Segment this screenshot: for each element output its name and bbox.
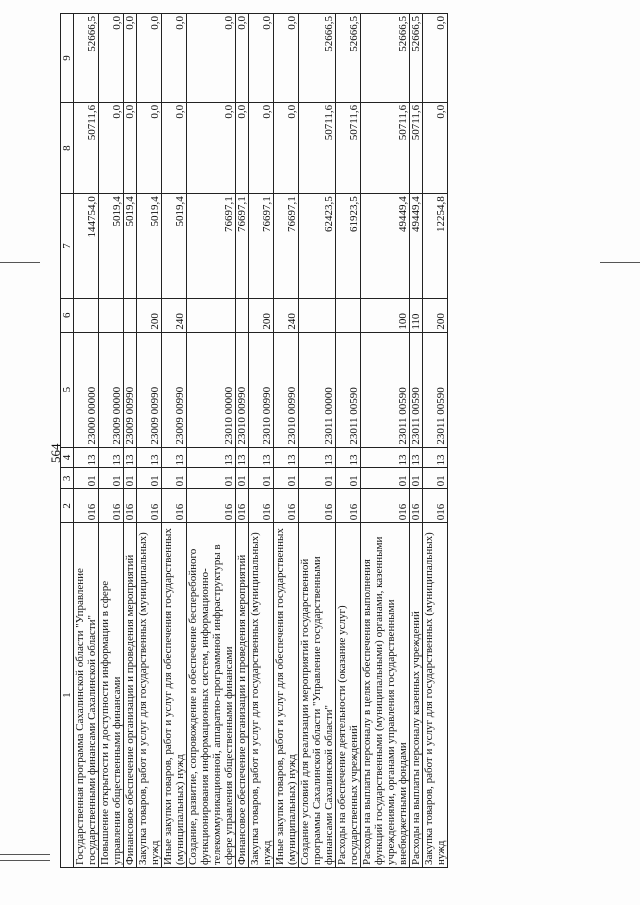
amount-year3-cell: 0,0 <box>274 14 299 103</box>
admin-code-cell: 016 <box>423 489 448 523</box>
amount-year3-cell: 52666,5 <box>410 14 423 103</box>
table-body <box>74 14 448 868</box>
table-row <box>274 14 299 868</box>
amount-year1-cell: 12254,8 <box>423 194 448 298</box>
subsection-cell: 13 <box>361 447 410 468</box>
subsection-cell: 13 <box>249 447 274 468</box>
subsection-cell: 13 <box>137 447 162 468</box>
subsection-cell: 13 <box>99 447 124 468</box>
section-cell: 01 <box>423 468 448 489</box>
scan-guide-line <box>0 262 40 263</box>
item-name-cell: Закупка товаров, работ и услуг для государственных (муниципальных) нужд <box>423 523 448 868</box>
amount-year3-cell: 0,0 <box>137 14 162 103</box>
amount-year3-cell: 52666,5 <box>74 14 99 103</box>
subsection-cell: 13 <box>423 447 448 468</box>
scan-guide-line <box>0 860 50 861</box>
table-row <box>137 14 162 868</box>
target-article-cell: 23011 00590 <box>336 332 361 447</box>
section-cell: 01 <box>187 468 236 489</box>
section-cell: 01 <box>274 468 299 489</box>
column-header: 6 <box>61 298 74 332</box>
table-row <box>361 14 410 868</box>
admin-code-cell: 016 <box>249 489 274 523</box>
amount-year1-cell: 5019,4 <box>162 194 187 298</box>
expense-type-cell <box>187 298 236 332</box>
amount-year2-cell: 0,0 <box>124 102 137 193</box>
expense-type-cell: 100 <box>361 298 410 332</box>
section-cell: 01 <box>74 468 99 489</box>
subsection-cell: 13 <box>187 447 236 468</box>
scan-guide-line <box>600 262 640 263</box>
section-cell: 01 <box>299 468 336 489</box>
target-article-cell: 23010 00990 <box>249 332 274 447</box>
amount-year3-cell: 0,0 <box>249 14 274 103</box>
expense-type-cell <box>74 298 99 332</box>
amount-year1-cell: 76697,1 <box>236 194 249 298</box>
item-name-cell: Иные закупки товаров, работ и услуг для обеспечения государственных (муниципальных) нужд <box>162 523 187 868</box>
section-cell: 01 <box>236 468 249 489</box>
amount-year3-cell: 52666,5 <box>336 14 361 103</box>
admin-code-cell: 016 <box>99 489 124 523</box>
column-header: 5 <box>61 332 74 447</box>
item-name-cell: Финансовое обеспечение организации и проведения мероприятий <box>236 523 249 868</box>
amount-year2-cell: 50711,6 <box>410 102 423 193</box>
admin-code-cell: 016 <box>336 489 361 523</box>
admin-code-cell: 016 <box>137 489 162 523</box>
subsection-cell: 13 <box>162 447 187 468</box>
amount-year2-cell: 0,0 <box>137 102 162 193</box>
target-article-cell: 23000 00000 <box>74 332 99 447</box>
subsection-cell: 13 <box>336 447 361 468</box>
expense-type-cell <box>124 298 137 332</box>
amount-year3-cell: 0,0 <box>162 14 187 103</box>
amount-year1-cell: 5019,4 <box>124 194 137 298</box>
expense-type-cell: 200 <box>249 298 274 332</box>
table-row <box>299 14 336 868</box>
column-header: 3 <box>61 468 74 489</box>
target-article-cell: 23010 00990 <box>236 332 249 447</box>
table-row <box>124 14 137 868</box>
amount-year3-cell: 0,0 <box>187 14 236 103</box>
admin-code-cell: 016 <box>236 489 249 523</box>
item-name-cell: Государственная программа Сахалинской области "Управление государственными финансами Сахалинской области" <box>74 523 99 868</box>
amount-year2-cell: 0,0 <box>423 102 448 193</box>
item-name-cell: Финансовое обеспечение организации и проведения мероприятий <box>124 523 137 868</box>
section-cell: 01 <box>137 468 162 489</box>
amount-year3-cell: 0,0 <box>423 14 448 103</box>
amount-year1-cell: 76697,1 <box>249 194 274 298</box>
subsection-cell: 13 <box>236 447 249 468</box>
section-cell: 01 <box>162 468 187 489</box>
item-name-cell: Создание условий для реализации мероприятий государственной программы Сахалинской области "Управление государственными финансами Сахалинской области" <box>299 523 336 868</box>
admin-code-cell: 016 <box>299 489 336 523</box>
column-header: 7 <box>61 194 74 298</box>
amount-year2-cell: 0,0 <box>99 102 124 193</box>
expense-type-cell: 200 <box>137 298 162 332</box>
column-header: 4 <box>61 447 74 468</box>
section-cell: 01 <box>249 468 274 489</box>
admin-code-cell: 016 <box>187 489 236 523</box>
amount-year1-cell: 144754,0 <box>74 194 99 298</box>
table-row <box>187 14 236 868</box>
table-row <box>423 14 448 868</box>
amount-year3-cell: 0,0 <box>99 14 124 103</box>
item-name-cell: Расходы на выплаты персоналу в целях обеспечения выполнения функций государственными (муниципальными) органами, казенными учреждениями, органами управления государственными внебюджетными фондами <box>361 523 410 868</box>
amount-year3-cell: 52666,5 <box>361 14 410 103</box>
amount-year1-cell: 5019,4 <box>137 194 162 298</box>
item-name-cell: Расходы на выплаты персоналу казенных учреждений <box>410 523 423 868</box>
amount-year1-cell: 49449,4 <box>410 194 423 298</box>
amount-year1-cell: 49449,4 <box>361 194 410 298</box>
admin-code-cell: 016 <box>361 489 410 523</box>
admin-code-cell: 016 <box>162 489 187 523</box>
expense-type-cell <box>336 298 361 332</box>
amount-year2-cell: 0,0 <box>162 102 187 193</box>
amount-year1-cell: 61923,5 <box>336 194 361 298</box>
section-cell: 01 <box>336 468 361 489</box>
subsection-cell: 13 <box>274 447 299 468</box>
budget-table <box>60 13 448 868</box>
amount-year2-cell: 50711,6 <box>299 102 336 193</box>
subsection-cell: 13 <box>124 447 137 468</box>
target-article-cell: 23011 00590 <box>410 332 423 447</box>
target-article-cell: 23009 00990 <box>137 332 162 447</box>
expense-type-cell: 240 <box>162 298 187 332</box>
target-article-cell: 23011 00000 <box>299 332 336 447</box>
expense-type-cell: 200 <box>423 298 448 332</box>
item-name-cell: Создание, развитие, сопровождение и обеспечение бесперебойного функционирования информационных систем, информационно-телекоммуникационной, аппаратно-программной инфраструктуры в сфере управления общественными финансами <box>187 523 236 868</box>
page-number: 564 <box>48 443 63 463</box>
target-article-cell: 23009 00000 <box>99 332 124 447</box>
target-article-cell: 23011 00590 <box>423 332 448 447</box>
admin-code-cell: 016 <box>74 489 99 523</box>
admin-code-cell: 016 <box>124 489 137 523</box>
amount-year3-cell: 0,0 <box>124 14 137 103</box>
table-row <box>249 14 274 868</box>
expense-type-cell <box>99 298 124 332</box>
table-row <box>74 14 99 868</box>
target-article-cell: 23009 00990 <box>162 332 187 447</box>
table-row <box>162 14 187 868</box>
subsection-cell: 13 <box>74 447 99 468</box>
item-name-cell: Иные закупки товаров, работ и услуг для обеспечения государственных (муниципальных) нужд <box>274 523 299 868</box>
column-number-header <box>61 14 74 868</box>
admin-code-cell: 016 <box>410 489 423 523</box>
amount-year2-cell: 50711,6 <box>74 102 99 193</box>
amount-year1-cell: 76697,1 <box>187 194 236 298</box>
amount-year2-cell: 50711,6 <box>336 102 361 193</box>
column-header: 1 <box>61 523 74 868</box>
table-row <box>336 14 361 868</box>
expense-type-cell <box>299 298 336 332</box>
target-article-cell: 23010 00000 <box>187 332 236 447</box>
section-cell: 01 <box>99 468 124 489</box>
amount-year2-cell: 0,0 <box>274 102 299 193</box>
item-name-cell: Расходы на обеспечение деятельности (оказание услуг) государственных учреждений <box>336 523 361 868</box>
admin-code-cell: 016 <box>274 489 299 523</box>
section-cell: 01 <box>361 468 410 489</box>
amount-year1-cell: 5019,4 <box>99 194 124 298</box>
amount-year3-cell: 52666,5 <box>299 14 336 103</box>
amount-year2-cell: 0,0 <box>187 102 236 193</box>
target-article-cell: 23010 00990 <box>274 332 299 447</box>
expense-type-cell: 110 <box>410 298 423 332</box>
amount-year1-cell: 76697,1 <box>274 194 299 298</box>
expense-type-cell <box>236 298 249 332</box>
column-header: 8 <box>61 102 74 193</box>
table-row <box>99 14 124 868</box>
table-row <box>410 14 423 868</box>
subsection-cell: 13 <box>410 447 423 468</box>
rotated-page-content <box>50 13 595 868</box>
section-cell: 01 <box>124 468 137 489</box>
subsection-cell: 13 <box>299 447 336 468</box>
amount-year2-cell: 0,0 <box>236 102 249 193</box>
column-header: 9 <box>61 14 74 103</box>
amount-year2-cell: 50711,6 <box>361 102 410 193</box>
amount-year1-cell: 62423,5 <box>299 194 336 298</box>
scan-guide-line <box>0 854 50 855</box>
table-row <box>236 14 249 868</box>
section-cell: 01 <box>410 468 423 489</box>
amount-year3-cell: 0,0 <box>236 14 249 103</box>
column-header: 2 <box>61 489 74 523</box>
expense-type-cell: 240 <box>274 298 299 332</box>
target-article-cell: 23011 00590 <box>361 332 410 447</box>
item-name-cell: Закупка товаров, работ и услуг для государственных (муниципальных) нужд <box>249 523 274 868</box>
item-name-cell: Закупка товаров, работ и услуг для государственных (муниципальных) нужд <box>137 523 162 868</box>
target-article-cell: 23009 00990 <box>124 332 137 447</box>
amount-year2-cell: 0,0 <box>249 102 274 193</box>
item-name-cell: Повышение открытости и доступности информации в сфере управления общественными финансами <box>99 523 124 868</box>
